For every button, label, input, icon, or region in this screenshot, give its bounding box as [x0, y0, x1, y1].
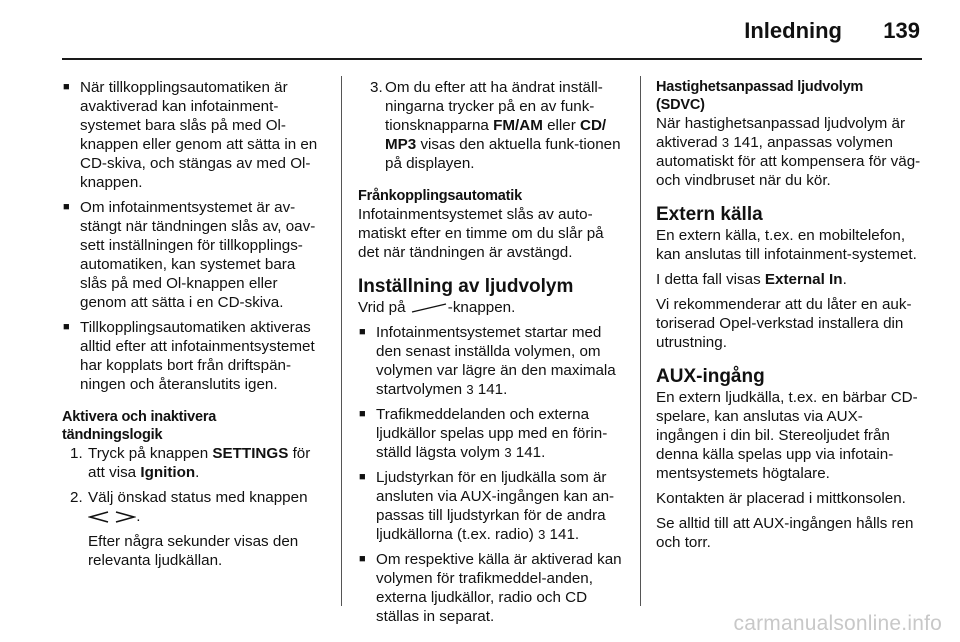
- column-1: [62, 78, 326, 576]
- bullet-icon: ■: [359, 471, 366, 483]
- list-item: ■ Om infotainmentsystemet är av-stängt när tändningen slås av, oav-sett inställningen för tillkopplings-automatiken, kan systemet bara slås på med Ol-knappen eller genom att sätta i en CD-skiva.: [63, 199, 316, 311]
- bullet-icon: ■: [359, 408, 366, 420]
- volume-knob-icon: [410, 302, 448, 314]
- page-ref-arrow-icon: 3: [721, 135, 730, 150]
- left-arrow-icon: [88, 511, 110, 523]
- bullet-icon: ■: [63, 201, 70, 213]
- column-divider-1: [341, 76, 342, 606]
- volume-intro: Vrid på -knappen.: [358, 299, 516, 316]
- page-ref-arrow-icon: 3: [538, 527, 546, 542]
- watermark: carmanualsonline.info: [733, 612, 942, 635]
- external-text-1: En extern källa, t.ex. en mobiltelefon, kan anslutas till infotainment-systemet.: [656, 227, 917, 263]
- list-item: ■ Tillkopplingsautomatiken aktiveras alltid efter att infotainmentsystemet har kopplats bort från driftspän-ningen och återanslutits igen.: [63, 319, 315, 393]
- step-3: 3. Om du efter att ha ändrat inställ-ningarna trycker på en av funk-tionsknapparna FM/AM eller CD/ MP3 visas den aktuella funk-tionen på displayen.: [370, 79, 621, 172]
- bullet-icon: ■: [63, 321, 70, 333]
- page-number: 139: [883, 18, 920, 43]
- column-divider-2: [640, 76, 641, 606]
- aux-text-1: En extern ljudkälla, t.ex. en bärbar CD-spelare, kan anslutas via AUX-ingången i din bil. Stereoljudet från denna källa spelas upp via infotain-mentsystemets högtalare.: [656, 389, 918, 482]
- column-3: [656, 78, 922, 558]
- column-2: [358, 78, 624, 632]
- auto-off-text: Infotainmentsystemet slås av auto-matiskt efter en timme om du slår på det när tändningen är avstängd.: [358, 206, 604, 261]
- section-heading-external-source: Extern källa: [656, 204, 763, 225]
- aux-text-3: Se alltid till att AUX-ingången hålls ren och torr.: [656, 515, 914, 551]
- external-text-2: I detta fall visas External In.: [656, 271, 847, 288]
- bullet-icon: ■: [359, 326, 366, 338]
- right-arrow-icon: [114, 511, 136, 523]
- list-item: ■ När tillkopplingsautomatiken är avaktiverad kan infotainment-systemet bara slås på med Ol-knappen eller genom att sätta in en CD-skiva, och stängas av med Ol-knappen.: [63, 79, 318, 191]
- section-heading-auto-off: Frånkopplingsautomatik: [358, 188, 522, 204]
- list-item: ■ Om respektive källa är aktiverad kan volymen för trafikmeddel-anden, externa ljudkällor, radio och CD ställas in separat.: [359, 551, 622, 625]
- bullet-icon: ■: [359, 553, 366, 565]
- page-ref-arrow-icon: 3: [504, 445, 512, 460]
- page-ref-arrow-icon: 3: [466, 382, 474, 397]
- power-button-icon: Ol: [265, 117, 281, 134]
- page-header: [0, 0, 960, 62]
- step-2-note: Efter några sekunder visas den relevanta ljudkällan.: [88, 533, 299, 569]
- list-item: ■ Infotainmentsystemet startar med den senast inställda volymen, om volymen var lägre än den maximala startvolymen 3 141.: [359, 324, 616, 398]
- external-text-3: Vi rekommenderar att du låter en auk-toriserad Opel-verkstad installera din utrustning.: [656, 296, 912, 351]
- section-heading-sdvc: Hastighetsanpassad ljudvolym (SDVC): [656, 79, 864, 113]
- bullet-icon: ■: [63, 81, 70, 93]
- header-divider: [62, 58, 922, 60]
- chapter-title: Inledning: [744, 18, 842, 43]
- section-heading-volume: Inställning av ljudvolym: [358, 276, 574, 297]
- step-2: 2. Välj önskad status med knappen .: [70, 489, 308, 525]
- list-item: ■ Trafikmeddelanden och externa ljudkällor spelas upp med en förin-ställd lägsta volym 3 141.: [359, 406, 608, 461]
- sdvc-text: När hastighetsanpassad ljudvolym är aktiverad 3 141, anpassas volymen automatiskt för att kompensera för väg- och vindbruset när du kör.: [656, 115, 921, 189]
- power-button-icon: Ol: [290, 155, 306, 172]
- power-button-icon: Ol: [166, 275, 182, 292]
- section-heading-ignition-logic: Aktivera och inaktivera tändningslogik: [62, 409, 217, 443]
- step-1: 1. Tryck på knappen SETTINGS för att visa Ignition.: [70, 445, 311, 481]
- aux-text-2: Kontakten är placerad i mittkonsolen.: [656, 490, 906, 507]
- section-heading-aux: AUX-ingång: [656, 366, 765, 387]
- list-item: ■ Ljudstyrkan för en ljudkälla som är ansluten via AUX-ingången kan an-passas till ljudstyrkan för de andra ljudkällorna (t.ex. radio) 3 141.: [359, 469, 615, 543]
